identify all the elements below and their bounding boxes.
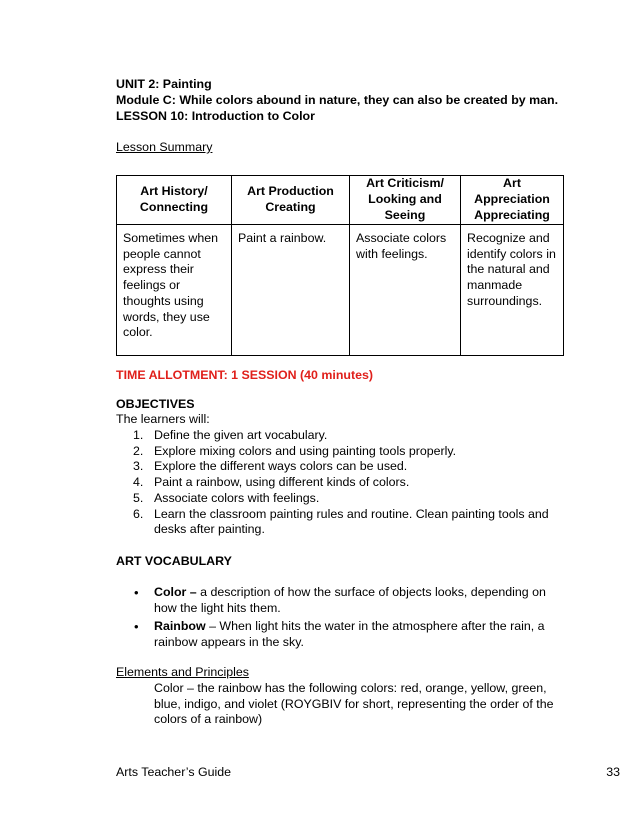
objective-item <box>116 507 566 538</box>
summary-header-row <box>117 176 564 225</box>
objective-number: 3. <box>133 459 144 474</box>
objective-text: Learn the classroom painting rules and routine. Clean painting tools and desks after painting. <box>154 506 549 537</box>
lesson-summary-heading: Lesson Summary <box>116 140 213 154</box>
content-art-history: Sometimes when people cannot express their feelings or thoughts using words, they use color. <box>117 225 232 356</box>
module-title: Module C: While colors abound in nature, they can also be created by man. <box>116 93 559 107</box>
header-art-history: Art History/ Connecting <box>117 176 232 225</box>
vocabulary-list <box>116 585 566 654</box>
objectives-heading: OBJECTIVES <box>116 397 195 411</box>
vocabulary-term: Color – <box>154 585 197 599</box>
bullet-icon: • <box>134 619 139 635</box>
objective-number: 2. <box>133 443 144 458</box>
objective-number: 5. <box>133 490 144 505</box>
lesson-title: LESSON 10: Introduction to Color <box>116 109 315 123</box>
content-art-appreciation: Recognize and identify colors in the natural and manmade surroundings. <box>461 225 564 356</box>
objective-item <box>116 475 566 491</box>
objective-text: Explore the different ways colors can be used. <box>154 459 408 474</box>
vocabulary-definition: – When light hits the water in the atmosphere after the rain, a rainbow appears in the sky. <box>154 619 545 650</box>
objective-item <box>116 491 566 507</box>
objective-text: Explore mixing colors and using painting tools properly. <box>154 443 457 458</box>
objective-number: 4. <box>133 475 144 490</box>
elements-heading: Elements and Principles <box>116 665 249 679</box>
objective-number: 6. <box>133 506 144 521</box>
vocabulary-heading: ART VOCABULARY <box>116 554 232 568</box>
objective-number: 1. <box>133 428 144 442</box>
objective-item <box>116 428 566 444</box>
objectives-intro: The learners will: <box>116 412 210 426</box>
objective-text: Define the given art vocabulary. <box>154 428 328 442</box>
objective-item <box>116 459 566 475</box>
bullet-icon: • <box>134 585 139 600</box>
time-allotment: TIME ALLOTMENT: 1 SESSION (40 minutes) <box>116 368 374 382</box>
unit-title: UNIT 2: Painting <box>116 77 212 91</box>
header-art-production: Art Production Creating <box>232 176 350 225</box>
footer-title: Arts Teacher’s Guide <box>116 765 232 779</box>
objective-text: Associate colors with feelings. <box>154 490 320 505</box>
header-art-criticism: Art Criticism/ Looking and Seeing <box>350 176 461 225</box>
objectives-list <box>116 428 566 538</box>
objective-text: Paint a rainbow, using different kinds of colors. <box>154 475 410 490</box>
lesson-summary-table <box>116 175 564 356</box>
elements-text: Color – the rainbow has the following colors: red, orange, yellow, green, blue, indigo, and violet (ROYGBIV for short, representing the order of the colors of a rainbow) <box>154 681 554 727</box>
vocabulary-term: Rainbow <box>154 619 206 634</box>
vocabulary-item <box>116 585 566 616</box>
vocabulary-definition: a description of how the surface of objects looks, depending on how the light hits them. <box>154 585 546 615</box>
content-art-criticism: Associate colors with feelings. <box>350 225 461 356</box>
content-art-production: Paint a rainbow. <box>232 225 350 356</box>
header-art-appreciation: Art Appreciation Appreciating <box>461 176 564 225</box>
summary-content-row <box>117 225 564 356</box>
objective-item <box>116 444 566 460</box>
page-number: 33 <box>606 765 620 779</box>
vocabulary-item <box>116 619 566 650</box>
